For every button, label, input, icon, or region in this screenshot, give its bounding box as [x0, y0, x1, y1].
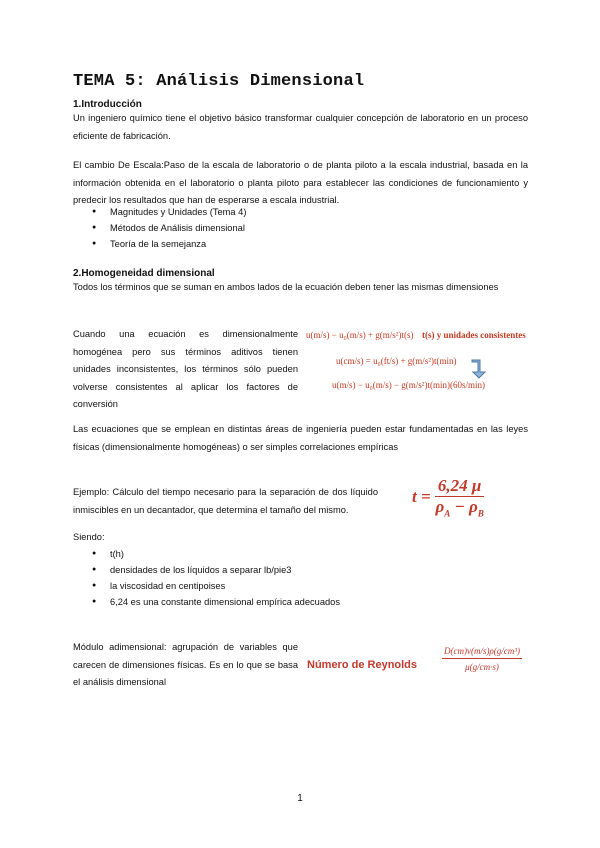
formula-lhs: t = [412, 487, 435, 507]
equation-3: u(m/s) − u₀(m/s) − g(m/s²)t(min)(60s/min) [332, 380, 485, 390]
bullet-list-1 [92, 204, 246, 252]
list-item: ● Métodos de Análisis dimensional [92, 220, 246, 236]
arrow-down-icon [470, 358, 488, 380]
list-item: ● 6,24 es una constante dimensional empírica adecuados [92, 594, 340, 610]
paragraph-intro: Un ingeniero químico tiene el objetivo básico transformar cualquier concepción de laboratorio en un proceso eficiente de fabricación. [73, 113, 528, 141]
list-item: ● densidades de los líquidos a separar lb/pie3 [92, 562, 340, 578]
paragraph-cambio-escala: El cambio De Escala:Paso de la escala de laboratorio o de planta piloto a la escala industrial, basada en la información obtenida en el laboratorio o planta piloto para establecer las condiciones de funcionamiento y predecir los resultados que han de esperarse a escala industrial. [73, 160, 528, 205]
siendo-label: Siendo: [73, 532, 105, 542]
heading-introduccion: 1.Introducción [73, 99, 142, 110]
page-title: TEMA 5: Análisis Dimensional [73, 72, 365, 91]
paragraph-ejemplo: Ejemplo: Cálculo del tiempo necesario para la separación de dos líquido inmiscibles en un decantador, que determina el tamaño del mismo. [73, 487, 378, 515]
equations-figure [304, 326, 544, 402]
formula-fraction: $\frac{6,24 \mu}{\rho_A - \rho_B}$ [435, 476, 484, 519]
paragraph-unidades-inconsistentes: Cuando una ecuación es dimensionalmente homogénea pero sus términos aditivos tienen unidades inconsistentes, los términos sólo pueden volverse consistentes al aplicar los factores de conversión [73, 329, 298, 409]
formula-reynolds: $\frac{\text{D(cm)v(m/s)ρ(g/cm³)}}{\mu(g/cm\cdot s)}$ [444, 646, 520, 672]
list-item: ● la viscosidad en centipoises [92, 578, 340, 594]
equation-2: u(cm/s) = u₀(ft/s) + g(m/s²)t(min) [336, 356, 457, 366]
list-item: ● t(h) [92, 546, 340, 562]
formula-tiempo [412, 476, 484, 518]
reynolds-label: Número de Reynolds [307, 659, 418, 671]
paragraph-homogeneidad: Todos los términos que se suman en ambos lados de la ecuación deben tener las mismas dimensiones [73, 282, 499, 292]
heading-homogeneidad: 2.Homogeneidad dimensional [73, 268, 215, 279]
list-item: ● Magnitudes y Unidades (Tema 4) [92, 204, 246, 220]
bullet-list-2 [92, 546, 340, 610]
equation-1: u(m/s) − u₀(m/s) + g(m/s²)t(s) [306, 330, 414, 340]
page-number: 1 [297, 793, 303, 804]
paragraph-ecuaciones: Las ecuaciones que se emplean en distintas áreas de ingeniería pueden estar fundamentadas en las leyes físicas (dimensionalmente homogéneas) o ser simples correlaciones empíricas [73, 424, 528, 452]
formula-note: t(s) y unidades consistentes [422, 330, 526, 340]
paragraph-modulo-adimensional: Módulo adimensional: agrupación de variables que carecen de dimensiones físicas. Es en lo que se basa el análisis dimensional [73, 642, 298, 687]
list-item: ● Teoría de la semejanza [92, 236, 246, 252]
